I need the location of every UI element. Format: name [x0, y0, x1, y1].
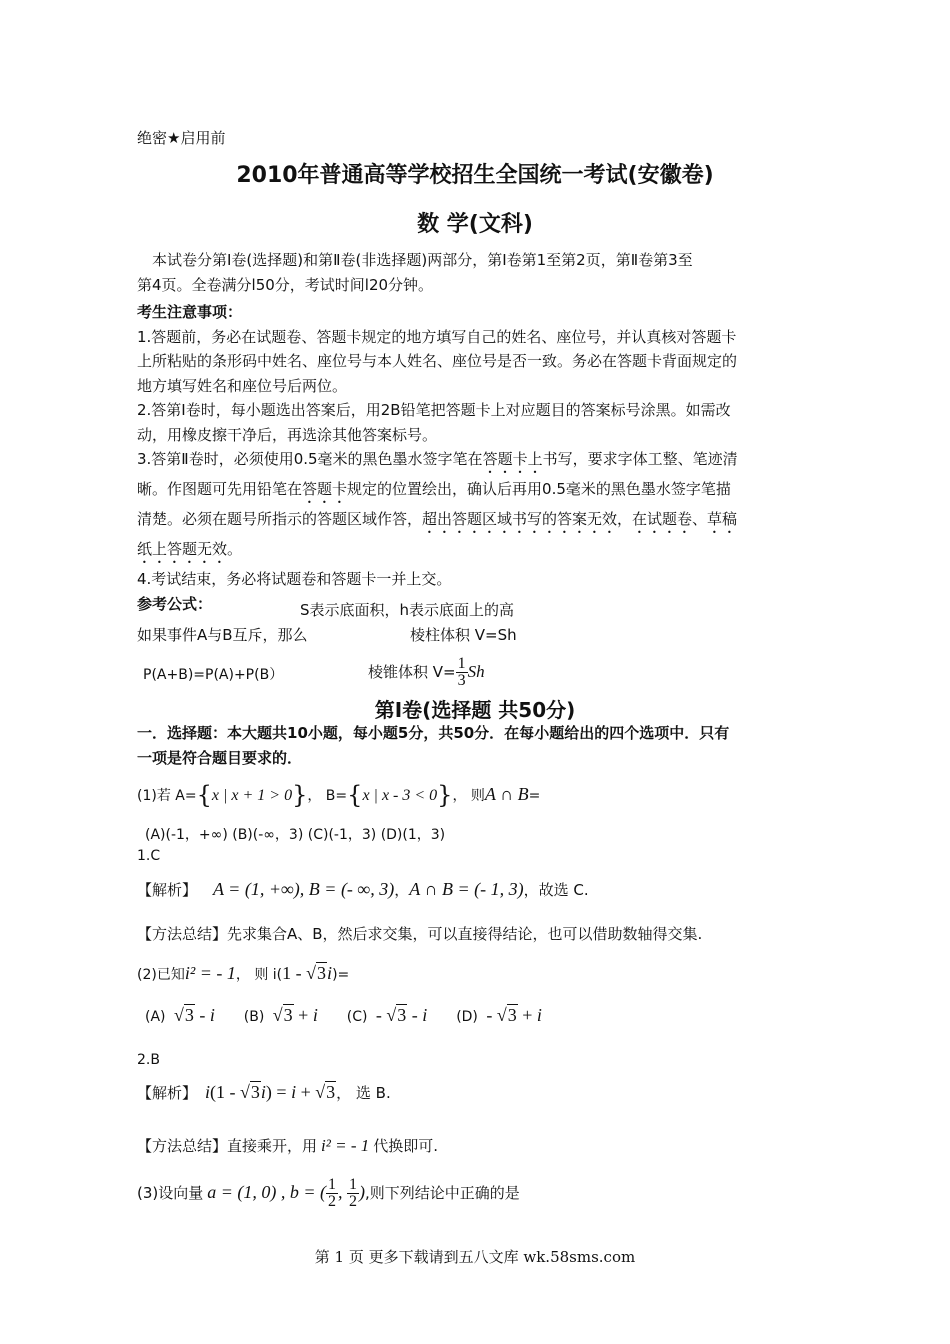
option-c-expr: - √3 - i	[375, 1005, 428, 1025]
notice-item: 上所粘贴的条形码中姓名、座位号与本人姓名、座位号是否一致。务必在答题卡背面规定的	[137, 352, 738, 370]
fraction-one-third	[456, 656, 468, 689]
summary-text: 代换即可.	[373, 1137, 439, 1155]
left-brace: {	[196, 781, 212, 809]
subject-title: 数 学(文科)	[417, 212, 533, 237]
option-d-expr: - √3 + i	[486, 1005, 542, 1025]
notice-item	[137, 537, 817, 567]
emphasis-text: 在试题卷、草稿	[632, 510, 738, 528]
area-note: S表示底面积，h表示底面上的高	[300, 601, 515, 619]
set-a-expr: x | x + 1 > 0	[211, 787, 293, 804]
notice-section	[137, 300, 817, 616]
prism-volume: 棱柱体积 V=Sh	[410, 626, 517, 644]
notice-text: 书写，要求字体工整、笔迹清	[542, 450, 738, 468]
vector-b-expr: , b = ( $\frac{1}{2}$ , $\frac{1}{2}$ )	[276, 1176, 366, 1211]
cone-label: 棱锥体积 V=	[368, 663, 456, 681]
notice-item: 4.考试结束，务必将试题卷和答题卡一并上交。	[137, 570, 452, 588]
q1-text: ， 则	[452, 788, 485, 804]
analysis-label: 【解析】	[137, 881, 198, 899]
cone-tail: Sh	[467, 662, 485, 681]
question-2-analysis	[137, 1076, 391, 1109]
emphasis-text: 答题卡上	[482, 450, 543, 468]
emphasis-text: 答题卡	[302, 480, 348, 498]
right-brace: }	[437, 781, 453, 809]
expr-part: 1 -	[282, 963, 307, 983]
q2-text: (2)已知	[137, 967, 185, 983]
product-expr: 1 - √3i	[282, 963, 333, 983]
formula-heading: 参考公式：	[137, 594, 213, 613]
secret-label: 绝密★启用前	[137, 129, 226, 147]
notice-text: 3.答第Ⅱ卷时，必须使用0.5毫米的黑色墨水签字笔在	[137, 450, 483, 468]
probability-formula: P(A+B)=P(A)+P(B）	[143, 667, 284, 683]
question-1-stem	[137, 778, 540, 812]
analysis-text: ， 选 B.	[336, 1084, 391, 1102]
fraction-denominator: 3	[457, 672, 466, 689]
fraction-numerator: 1	[457, 655, 466, 672]
question-2-answer: 2.B	[137, 1052, 160, 1068]
section-instructions	[137, 721, 817, 770]
analysis-math: A ∩ B = (- 1, 3)	[409, 879, 524, 899]
instruction-line: 一项是符合题目要求的．	[137, 748, 303, 767]
notice-text: 。	[227, 540, 243, 558]
set-b-expr: x | x - 3 < 0	[362, 787, 438, 804]
q2-text: )=	[332, 967, 350, 983]
page-footer: 第 1 页 更多下载请到五八文库 wk.58sms.com	[314, 1248, 636, 1266]
option-a-expr: √3 - i	[173, 1005, 215, 1025]
intro-paragraph	[137, 248, 817, 297]
notice-heading: 考生注意事项：	[137, 303, 243, 321]
option-c-label: (C)	[346, 1009, 368, 1025]
notice-text: ，	[617, 510, 633, 528]
q2-text: ， 则 i(	[235, 967, 283, 983]
exclusive-events: 如果事件A与B互斥，那么	[137, 626, 308, 644]
question-2-summary	[137, 1124, 438, 1160]
sqrt-radicand: 3	[317, 963, 327, 983]
analysis-math: A = (1, +∞), B = (- ∞, 3)	[213, 879, 395, 899]
vector-a-expr: a = (1, 0)	[207, 1182, 277, 1202]
notice-item	[137, 447, 817, 477]
analysis-text: ，故选 C.	[523, 881, 589, 899]
q3-text: ,则下列结论中正确的是	[365, 1184, 520, 1202]
exam-title: 2010年普通高等学校招生全国统一考试(安徽卷)	[236, 163, 714, 188]
analysis-label: 【解析】	[137, 1084, 198, 1102]
option-a-label: (A)	[145, 1009, 166, 1025]
question-1-summary: 【方法总结】先求集合A、B，然后求交集，可以直接得结论，也可以借助数轴得交集.	[137, 925, 703, 943]
analysis-text: ，	[394, 881, 410, 899]
option-d-label: (D)	[456, 1009, 478, 1025]
question-1-answer: 1.C	[137, 848, 161, 864]
notice-text: 晰。作图题可先用铅笔在	[137, 480, 303, 498]
right-brace: }	[292, 781, 308, 809]
option-b-expr: √3 + i	[272, 1005, 318, 1025]
section-title: 第Ⅰ卷(选择题 共50分)	[374, 698, 576, 722]
analysis-math: i(1 - √3i) = i + √3	[205, 1082, 336, 1102]
summary-text: 【方法总结】直接乘开，用	[137, 1137, 318, 1155]
summary-math: i² = - 1	[321, 1136, 370, 1155]
q1-text: =	[528, 788, 541, 804]
intro-line: 本试卷分第Ⅰ卷(选择题)和第Ⅱ卷(非选择题)两部分，第Ⅰ卷第1至第2页，第Ⅱ卷第3至	[152, 251, 693, 269]
q3-text: (3)设向量	[137, 1184, 204, 1202]
notice-item	[137, 477, 817, 507]
imaginary-unit: i	[327, 963, 333, 983]
emphasis-text: 纸上答题无效	[137, 540, 228, 558]
notice-item: 1.答题前，务必在试题卷、答题卡规定的地方填写自己的姓名、座位号，并认真核对答题卡	[137, 327, 737, 346]
q1-text: ， B=	[307, 788, 348, 804]
intersection-expr: A ∩ B	[484, 784, 529, 804]
left-brace: {	[347, 781, 363, 809]
notice-text: 规定的位置绘出，确认后再用0.5毫米的黑色墨水签字笔描	[347, 480, 731, 498]
notice-item: 2.答第Ⅰ卷时，每小题选出答案后，用2B铅笔把答题卡上对应题目的答案标号涂黑。如需改	[137, 401, 731, 419]
option-b-label: (B)	[243, 1009, 265, 1025]
question-1-options: (A)(-1，+∞) (B)(-∞，3) (C)(-1，3) (D)(1，3)	[145, 827, 446, 843]
question-2-options	[145, 1000, 542, 1032]
emphasis-text: 超出答题区域书写的答案无效	[422, 510, 618, 528]
given-expr: i² = - 1	[184, 963, 236, 983]
notice-text: 清楚。必须在题号所指示的答题区域作答，	[137, 510, 423, 528]
q1-text: (1)若 A=	[137, 788, 197, 804]
question-3-stem	[137, 1170, 520, 1215]
intro-line: 第4页。全卷满分l50分，考试时间l20分钟。	[137, 275, 434, 294]
notice-item: 地方填写姓名和座位号后两位。	[137, 376, 348, 395]
question-2-stem	[137, 948, 349, 990]
notice-item: 动，用橡皮擦干净后，再选涂其他答案标号。	[137, 425, 438, 444]
question-1-analysis	[137, 873, 589, 906]
cone-volume	[368, 652, 485, 692]
notice-item	[137, 507, 817, 537]
instruction-line: 一．选择题：本大题共10小题，每小题5分，共50分．在每小题给出的四个选项中．只有	[137, 724, 730, 742]
